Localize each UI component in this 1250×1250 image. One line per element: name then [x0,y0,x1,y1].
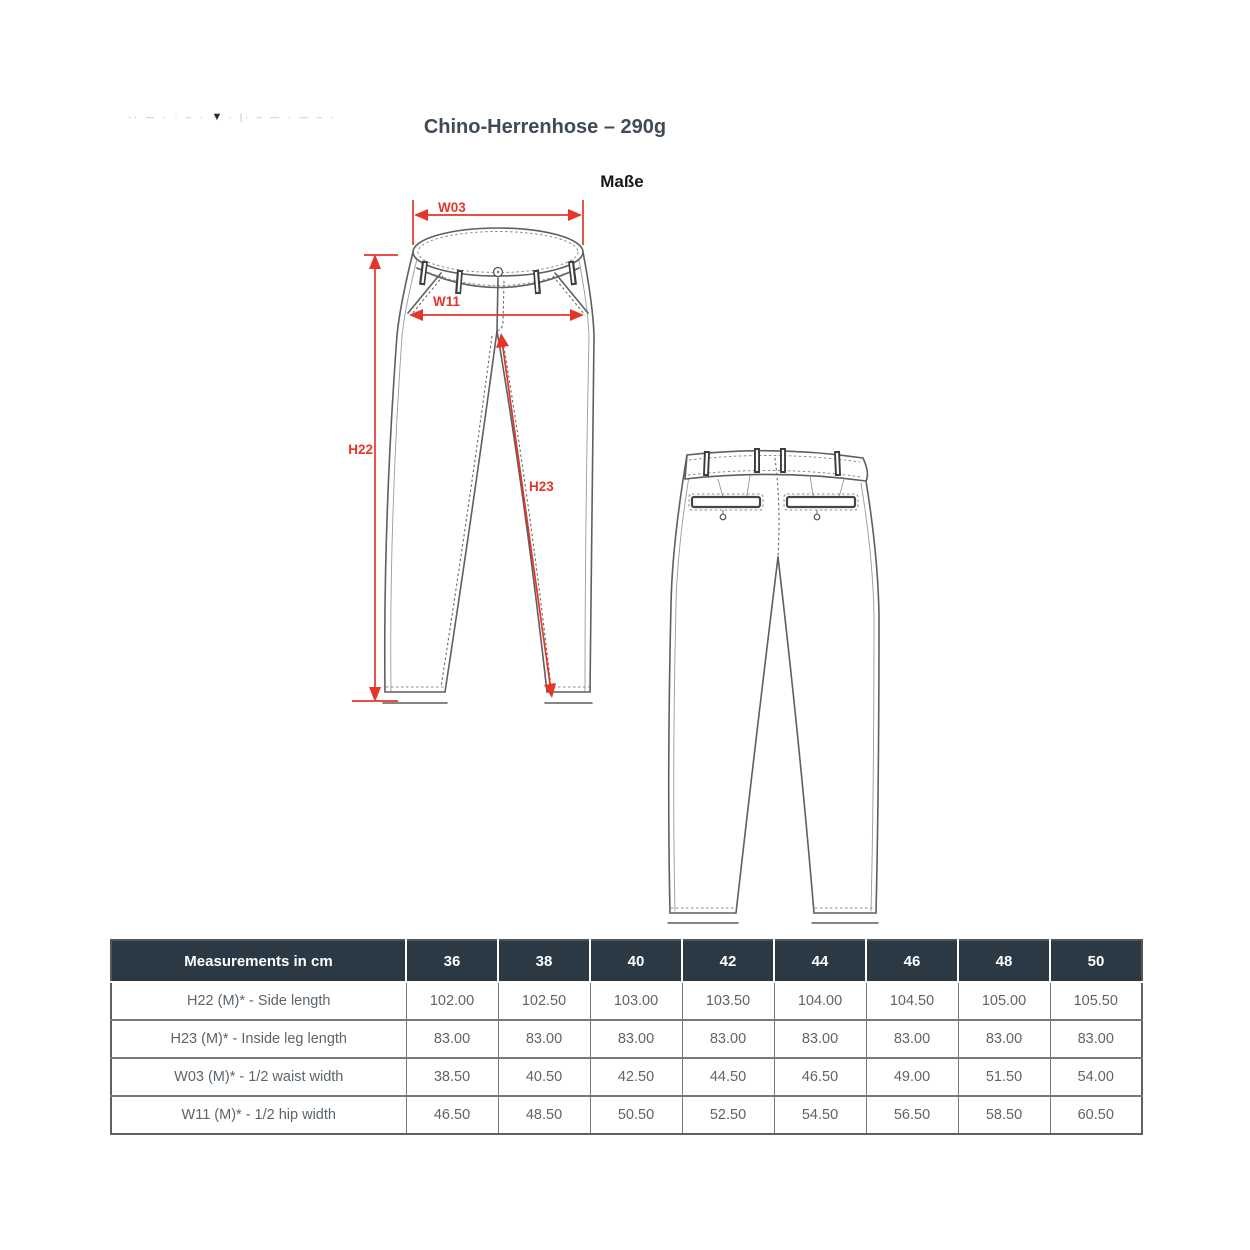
measurement-cell: 83.00 [774,1020,866,1058]
col-header-size-48: 48 [958,940,1050,982]
measurement-cell: 46.50 [406,1096,498,1134]
col-header-size-36: 36 [406,940,498,982]
measurement-cell: 54.00 [1050,1058,1142,1096]
col-header-size-50: 50 [1050,940,1142,982]
measurement-cell: 83.00 [406,1020,498,1058]
measurement-cell: 104.00 [774,982,866,1020]
table-row [111,1020,1142,1058]
faded-text-marks: · |· – — · — – · [228,112,337,122]
dropdown-caret-icon: ▼ [211,111,223,123]
measurement-cell: 46.50 [774,1058,866,1096]
col-header-size-40: 40 [590,940,682,982]
pants-front-diagram [340,195,620,720]
measurement-cell: 83.00 [958,1020,1050,1058]
row-label: H22 (M)* - Side length [111,982,406,1020]
measurements-table [110,939,1143,1135]
row-label: H23 (M)* - Inside leg length [111,1020,406,1058]
measurement-cell: 103.00 [590,982,682,1020]
table-body [111,982,1142,1134]
cropped-toolbar-fragment [128,108,396,126]
measurement-cell: 83.00 [866,1020,958,1058]
col-header-measurements: Measurements in cm [111,940,406,982]
back-pocket-right [784,494,858,520]
measurement-cell: 49.00 [866,1058,958,1096]
measurement-cell: 54.50 [774,1096,866,1134]
label-w03: W03 [438,200,466,215]
measurement-cell: 83.00 [1050,1020,1142,1058]
measurement-cell: 42.50 [590,1058,682,1096]
table-row [111,982,1142,1020]
page-title: Chino-Herrenhose – 290g [423,116,667,138]
table-row [111,1058,1142,1096]
measurement-cell: 105.50 [1050,982,1142,1020]
measurement-cell: 56.50 [866,1096,958,1134]
faded-text-marks: ·· — · · – · [128,112,206,122]
row-label: W11 (M)* - 1/2 hip width [111,1096,406,1134]
section-heading-measurements: Maße [600,172,644,191]
measurement-cell: 51.50 [958,1058,1050,1096]
table-header-row [111,940,1142,982]
col-header-size-44: 44 [774,940,866,982]
measurement-cell: 102.00 [406,982,498,1020]
measurement-cell: 58.50 [958,1096,1050,1134]
measurement-cell: 48.50 [498,1096,590,1134]
col-header-size-46: 46 [866,940,958,982]
measurement-cell: 83.00 [590,1020,682,1058]
table-row [111,1096,1142,1134]
measurement-cell: 44.50 [682,1058,774,1096]
label-h22: H22 [348,442,373,457]
back-pocket-left [689,494,763,520]
measurement-cell: 104.50 [866,982,958,1020]
row-label: W03 (M)* - 1/2 waist width [111,1058,406,1096]
col-header-size-42: 42 [682,940,774,982]
measure-h23 [496,333,556,698]
measurement-cell: 38.50 [406,1058,498,1096]
label-w11: W11 [433,294,461,309]
measurement-cell: 52.50 [682,1096,774,1134]
measurement-cell: 105.00 [958,982,1050,1020]
label-h23: H23 [529,479,554,494]
measurement-cell: 83.00 [682,1020,774,1058]
measurement-cell: 50.50 [590,1096,682,1134]
col-header-size-38: 38 [498,940,590,982]
measurement-cell: 83.00 [498,1020,590,1058]
measurement-cell: 40.50 [498,1058,590,1096]
measurement-cell: 103.50 [682,982,774,1020]
pants-back-diagram [660,445,930,937]
measurement-cell: 102.50 [498,982,590,1020]
measurement-cell: 60.50 [1050,1096,1142,1134]
